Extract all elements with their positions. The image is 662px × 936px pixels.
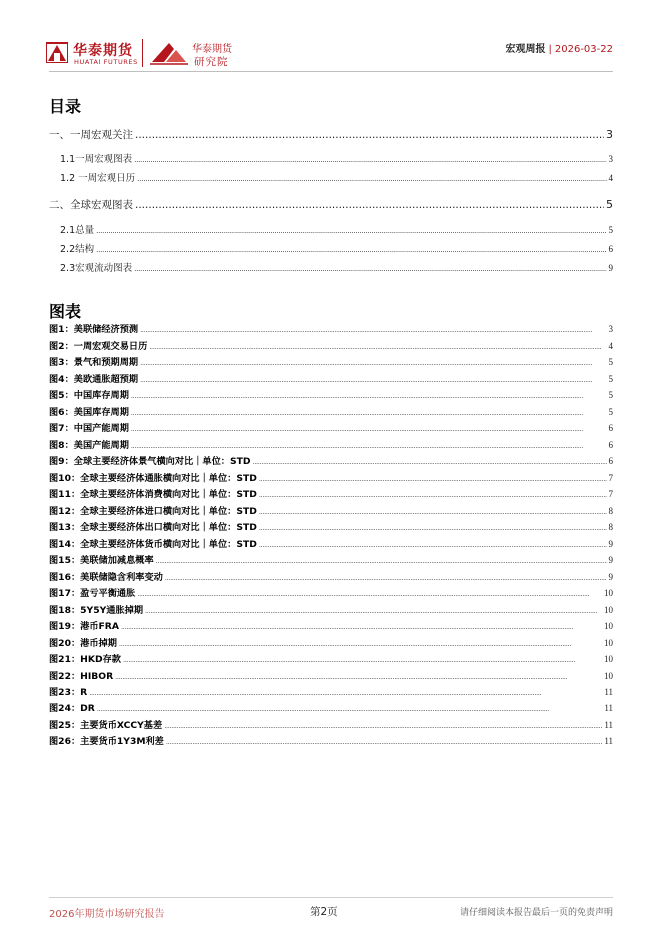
toc-leader [134, 263, 606, 276]
toc-entry[interactable] [49, 128, 613, 142]
figure-leader [131, 440, 607, 452]
toc-leader [134, 154, 606, 167]
figure-entry-page: 8 [608, 522, 613, 532]
page-header [0, 0, 662, 80]
figure-entry[interactable] [49, 373, 613, 385]
figure-entry[interactable] [49, 340, 613, 352]
figure-entry[interactable] [49, 735, 613, 747]
toc-leader [135, 128, 604, 142]
toc-entry-label: 一、一周宏观关注 [49, 129, 133, 141]
figure-entry-page: 5 [608, 390, 613, 400]
report-meta [506, 40, 614, 55]
figure-entry[interactable] [49, 323, 613, 335]
figure-entry-page: 5 [608, 357, 613, 367]
footer-page-number: 第2页 [310, 906, 338, 918]
figure-entry[interactable] [49, 620, 613, 632]
figure-entry[interactable] [49, 702, 613, 714]
figure-leader [156, 555, 607, 567]
figure-entry-page: 9 [608, 555, 613, 565]
figure-entry-label: 图16：美联储隐含利率变动 [49, 572, 163, 583]
institute-logo-icon [150, 40, 188, 66]
figure-entry-page: 10 [604, 588, 613, 598]
toc-leader [137, 173, 606, 186]
figure-entry[interactable] [49, 505, 613, 517]
institute-name-line2: 研究院 [194, 56, 229, 68]
figure-entry[interactable] [49, 472, 613, 484]
figure-entry-page: 10 [604, 638, 613, 648]
figure-leader [119, 638, 602, 650]
figure-entry-label: 图4：美欧通胀超预期 [49, 374, 139, 385]
huatai-logo-icon [46, 41, 68, 63]
figure-entry[interactable] [49, 604, 613, 616]
company-logo-name: 华泰期货 [73, 43, 133, 59]
footer-disclaimer: 请仔细阅读本报告最后一页的免责声明 [459, 908, 613, 918]
figure-entry[interactable] [49, 406, 613, 418]
figure-leader [131, 423, 607, 435]
figures-title: 图表 [49, 302, 82, 321]
toc-entry-label: 2.3宏观流动图表 [60, 263, 133, 274]
toc-leader [96, 225, 606, 238]
figure-entry-label: 图3：景气和预期周期 [49, 357, 139, 368]
header-rule [49, 71, 613, 72]
figure-leader [140, 374, 606, 386]
figure-leader [140, 357, 606, 369]
figure-leader [123, 654, 602, 666]
figure-entry[interactable] [49, 554, 613, 566]
logo-divider [142, 39, 143, 67]
figure-entry-label: 图2：一周宏观交易日历 [49, 341, 148, 352]
figure-entry-page: 7 [608, 473, 613, 483]
institute-name-line1: 华泰期货 [192, 44, 232, 55]
figure-leader [259, 539, 607, 551]
figure-leader [259, 522, 607, 534]
figure-entry-page: 10 [604, 605, 613, 615]
toc-entry-label: 二、全球宏观图表 [49, 199, 133, 211]
figure-entry-page: 11 [604, 736, 613, 746]
toc-entry-label: 1.1一周宏观图表 [60, 154, 133, 165]
figure-entry[interactable] [49, 587, 613, 599]
toc-title: 目录 [49, 97, 82, 116]
toc-entry[interactable] [49, 172, 613, 185]
footer-report-name: 2026年期货市场研究报告 [49, 909, 165, 920]
figure-entry-label: 图21：HKD存款 [49, 654, 121, 665]
figure-leader [166, 736, 602, 748]
toc-entry-page: 5 [608, 225, 613, 235]
company-logo-english: HUATAI FUTURES [74, 58, 138, 66]
figure-leader [145, 605, 602, 617]
figure-entry-page: 5 [608, 374, 613, 384]
figure-entry[interactable] [49, 439, 613, 451]
figure-leader [131, 407, 607, 419]
figure-entry-label: 图20：港币掉期 [49, 638, 117, 649]
figure-entry-label: 图1：美联储经济预测 [49, 324, 139, 335]
figure-entry-page: 9 [608, 539, 613, 549]
figure-entry-page: 11 [604, 720, 613, 730]
toc-entry[interactable] [49, 153, 613, 166]
figure-leader [121, 621, 602, 633]
figure-entry-page: 11 [604, 703, 613, 713]
figure-entry-page: 9 [608, 572, 613, 582]
toc-entry-page: 5 [606, 198, 613, 211]
figure-entry-label: 图8：美国产能周期 [49, 440, 129, 451]
figure-entry[interactable] [49, 521, 613, 533]
figure-entry-label: 图26：主要货币1Y3M利差 [49, 736, 164, 747]
figure-leader [259, 473, 607, 485]
report-date: 2026-03-22 [554, 44, 613, 55]
figure-entry-page: 6 [608, 456, 613, 466]
figure-entry-page: 10 [604, 671, 613, 681]
toc-entry-label: 2.1总量 [60, 225, 95, 236]
figure-leader [137, 588, 602, 600]
figure-entry-label: 图7：中国产能周期 [49, 423, 129, 434]
figure-entry[interactable] [49, 422, 613, 434]
figure-entry-label: 图12：全球主要经济体进口横向对比｜单位：STD [49, 506, 257, 517]
figure-entry[interactable] [49, 356, 613, 368]
toc-entry-page: 3 [608, 154, 613, 164]
figure-entry[interactable] [49, 389, 613, 401]
figure-entry-page: 10 [604, 654, 613, 664]
figure-entry-label: 图13：全球主要经济体出口横向对比｜单位：STD [49, 522, 257, 533]
figure-entry[interactable] [49, 538, 613, 550]
toc-entry-page: 4 [608, 173, 613, 183]
figure-leader [115, 671, 602, 683]
figure-entry-label: 图23：R [49, 687, 88, 698]
meta-separator: | [548, 44, 552, 55]
figure-entry-label: 图6：美国库存周期 [49, 407, 129, 418]
figure-leader [259, 506, 607, 518]
figure-entry-label: 图25：主要货币XCCY基差 [49, 720, 163, 731]
toc-entry[interactable] [49, 224, 613, 237]
figure-entry-label: 图11：全球主要经济体消费横向对比｜单位：STD [49, 489, 257, 500]
figure-entry-page: 6 [608, 423, 613, 433]
toc-entry-label: 1.2 一周宏观日历 [60, 173, 136, 184]
figure-entry-label: 图9：全球主要经济体景气横向对比｜单位：STD [49, 456, 251, 467]
figure-entry[interactable] [49, 571, 613, 583]
figure-entry-label: 图10：全球主要经济体通胀横向对比｜单位：STD [49, 473, 257, 484]
figure-entry-label: 图15：美联储加减息概率 [49, 555, 154, 566]
figure-entry-page: 11 [604, 687, 613, 697]
figure-entry-page: 5 [608, 407, 613, 417]
figure-entry[interactable] [49, 455, 613, 467]
toc-leader [135, 198, 604, 212]
figure-leader [149, 341, 606, 353]
figure-entry-label: 图5：中国库存周期 [49, 390, 129, 401]
figure-entry-page: 10 [604, 621, 613, 631]
figure-leader [164, 720, 602, 732]
figure-leader [131, 390, 607, 402]
figure-entry[interactable] [49, 653, 613, 665]
figure-leader [140, 324, 606, 336]
toc-entry[interactable] [49, 262, 613, 275]
figure-leader [165, 572, 607, 584]
figure-entry-label: 图22：HIBOR [49, 671, 114, 682]
figure-entry[interactable] [49, 670, 613, 682]
figure-entry[interactable] [49, 719, 613, 731]
figure-entry[interactable] [49, 637, 613, 649]
figure-leader [97, 703, 602, 715]
figure-entry-page: 3 [608, 324, 613, 334]
figure-entry[interactable] [49, 488, 613, 500]
figure-entry-label: 图17：盈亏平衡通胀 [49, 588, 136, 599]
toc-entry-page: 9 [608, 263, 613, 273]
figure-entry-label: 图14：全球主要经济体货币横向对比｜单位：STD [49, 539, 257, 550]
figure-entry-page: 4 [608, 341, 613, 351]
figure-entry[interactable] [49, 686, 613, 698]
toc-leader [96, 244, 606, 257]
figure-leader [259, 489, 607, 501]
toc-entry-page: 6 [608, 244, 613, 254]
toc-entry-page: 3 [606, 128, 613, 141]
figure-leader [89, 687, 602, 699]
footer-rule [49, 897, 613, 898]
figure-leader [252, 456, 606, 468]
figure-entry-page: 6 [608, 440, 613, 450]
report-type: 宏观周报 [505, 44, 546, 55]
figure-entry-page: 8 [608, 506, 613, 516]
toc-entry[interactable] [49, 198, 613, 212]
toc-entry-label: 2.2结构 [60, 244, 95, 255]
figure-entry-label: 图19：港币FRA [49, 621, 119, 632]
figure-entry-page: 7 [608, 489, 613, 499]
figure-entry-label: 图24：DR [49, 703, 95, 714]
toc-entry[interactable] [49, 243, 613, 256]
figure-entry-label: 图18：5Y5Y通胀掉期 [49, 605, 144, 616]
